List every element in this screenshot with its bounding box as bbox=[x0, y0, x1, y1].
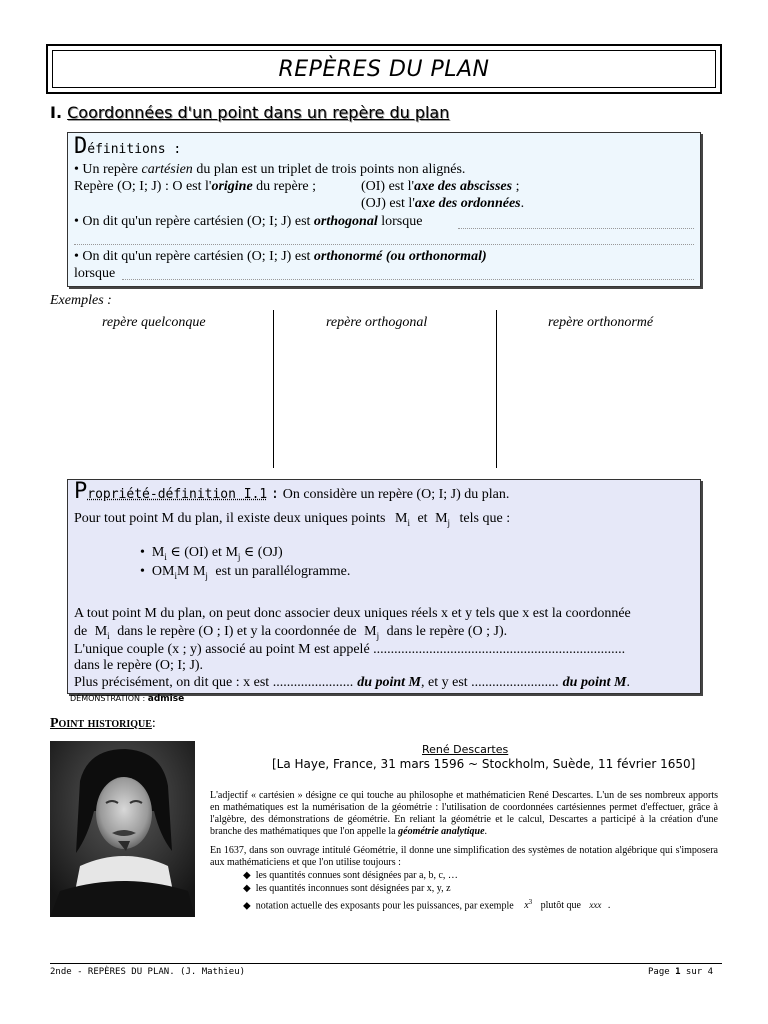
definition-line-lorsque: lorsque bbox=[74, 266, 116, 281]
descartes-portrait bbox=[50, 741, 195, 917]
propriete-heading: Propriété-définition I.1 : On considère un repère (O; I; J) du plan. bbox=[74, 479, 510, 504]
definition-line-orthonorme: • On dit qu'un repère cartésien (O; I; J) est orthonormé (ou orthonormal) bbox=[74, 249, 487, 264]
historique-heading: Point historique: bbox=[50, 716, 156, 731]
propriete-line-coordonnee: de $M_i$ dans le repère (O ; I) et y la coordonnée de $M_j$ dans le repère (O ; J). bbox=[74, 624, 508, 641]
propriete-definition-box bbox=[67, 479, 701, 694]
propriete-line-repere: dans le repère (O; I; J). bbox=[74, 658, 204, 673]
column-divider bbox=[273, 310, 274, 468]
propriete-line-points: Pour tout point M du plan, il existe deux uniques points $M_i$ et $M_j$ tels que : bbox=[74, 511, 511, 528]
propriete-line-precisement: Plus précisément, on dit que : x est ....................... du point M, et y est ......................... du point M. bbox=[74, 675, 630, 690]
propriete-line-couple: L'unique couple (x ; y) associé au point M est appelé ........................................................................ bbox=[74, 642, 626, 657]
fill-in-line bbox=[122, 278, 694, 280]
title-frame bbox=[46, 44, 722, 94]
definitions-box bbox=[67, 132, 701, 287]
historique-list-item: ◆ les quantités inconnues sont désignées par x, y, z bbox=[243, 883, 451, 894]
propriete-bullet-appartenance: • $M_i$ ∈ (OI) et $M_j$ ∈ (OJ) bbox=[140, 545, 283, 562]
historique-list-item: ◆ les quantités connues sont désignées par a, b, c, … bbox=[243, 870, 458, 881]
column-divider bbox=[496, 310, 497, 468]
definition-line-orthogonal: • On dit qu'un repère cartésien (O; I; J) est orthogonal lorsque bbox=[74, 214, 423, 229]
footer-page-number: Page 1 sur 4 bbox=[648, 967, 714, 977]
definition-line-origine: Repère (O; I; J) : O est l'origine du repère ; bbox=[74, 179, 317, 194]
example-repere-quelconque: repère quelconque bbox=[102, 315, 206, 330]
propriete-bullet-parallelogramme: • $OM_iM$ $M_j$ est un parallélogramme. bbox=[140, 564, 351, 581]
definitions-heading: Définitions : bbox=[74, 134, 182, 159]
exemples-label: Exemples : bbox=[50, 293, 112, 308]
propriete-line-reels: A tout point M du plan, on peut donc associer deux uniques réels x et y tels que x est la coordonnée bbox=[74, 606, 631, 621]
section-title: Coordonnées d'un point dans un repère du plan bbox=[67, 103, 450, 122]
descartes-name: René Descartes bbox=[422, 743, 509, 756]
section-heading bbox=[50, 103, 449, 122]
footer-course-label: 2nde - REPÈRES DU PLAN. (J. Mathieu) bbox=[50, 967, 246, 977]
demonstration-line: DÉMONSTRATION : admise bbox=[70, 694, 185, 704]
section-number: I. bbox=[50, 103, 63, 122]
fill-in-line bbox=[458, 227, 694, 229]
page-title: REPÈRES DU PLAN bbox=[52, 50, 716, 88]
historique-paragraph-1: L'adjectif « cartésien » désigne ce qui touche au philosophe et mathématicien René Descartes. L'un de ses nombreux apports en mathématiques est la numérisation de la géométrie : l'utilisation de coordonnées cartésiennes permet d'effectuer, grâce à l'algèbre, des démonstrations de géométrie. En reliant la géométrie et le calcul, Descartes a participé à la création d'une branche des mathématiques que l'on appelle la géométrie analytique. bbox=[210, 790, 718, 837]
definition-line-ordonnees: (OJ) est l'axe des ordonnées. bbox=[361, 196, 525, 211]
fill-in-line bbox=[74, 243, 694, 245]
historique-paragraph-2: En 1637, dans son ouvrage intitulé Géométrie, il donne une simplification des systèmes de notation algébrique qui s'imposera aux mathématiciens et que l'on utilise toujours : bbox=[210, 845, 718, 868]
definition-line-cartesien: • Un repère cartésien du plan est un triplet de trois points non alignés. bbox=[74, 162, 466, 177]
footer-rule bbox=[50, 963, 722, 964]
example-repere-orthogonal: repère orthogonal bbox=[326, 315, 428, 330]
definition-line-abscisses: (OI) est l'axe des abscisses ; bbox=[361, 179, 520, 194]
historique-list-item: ◆ notation actuelle des exposants pour les puissances, par exemple $x^3$ plutôt que xxx . bbox=[243, 898, 611, 912]
descartes-dates: [La Haye, France, 31 mars 1596 ~ Stockholm, Suède, 11 février 1650] bbox=[272, 757, 696, 771]
example-repere-orthonorme: repère orthonormé bbox=[548, 315, 654, 330]
